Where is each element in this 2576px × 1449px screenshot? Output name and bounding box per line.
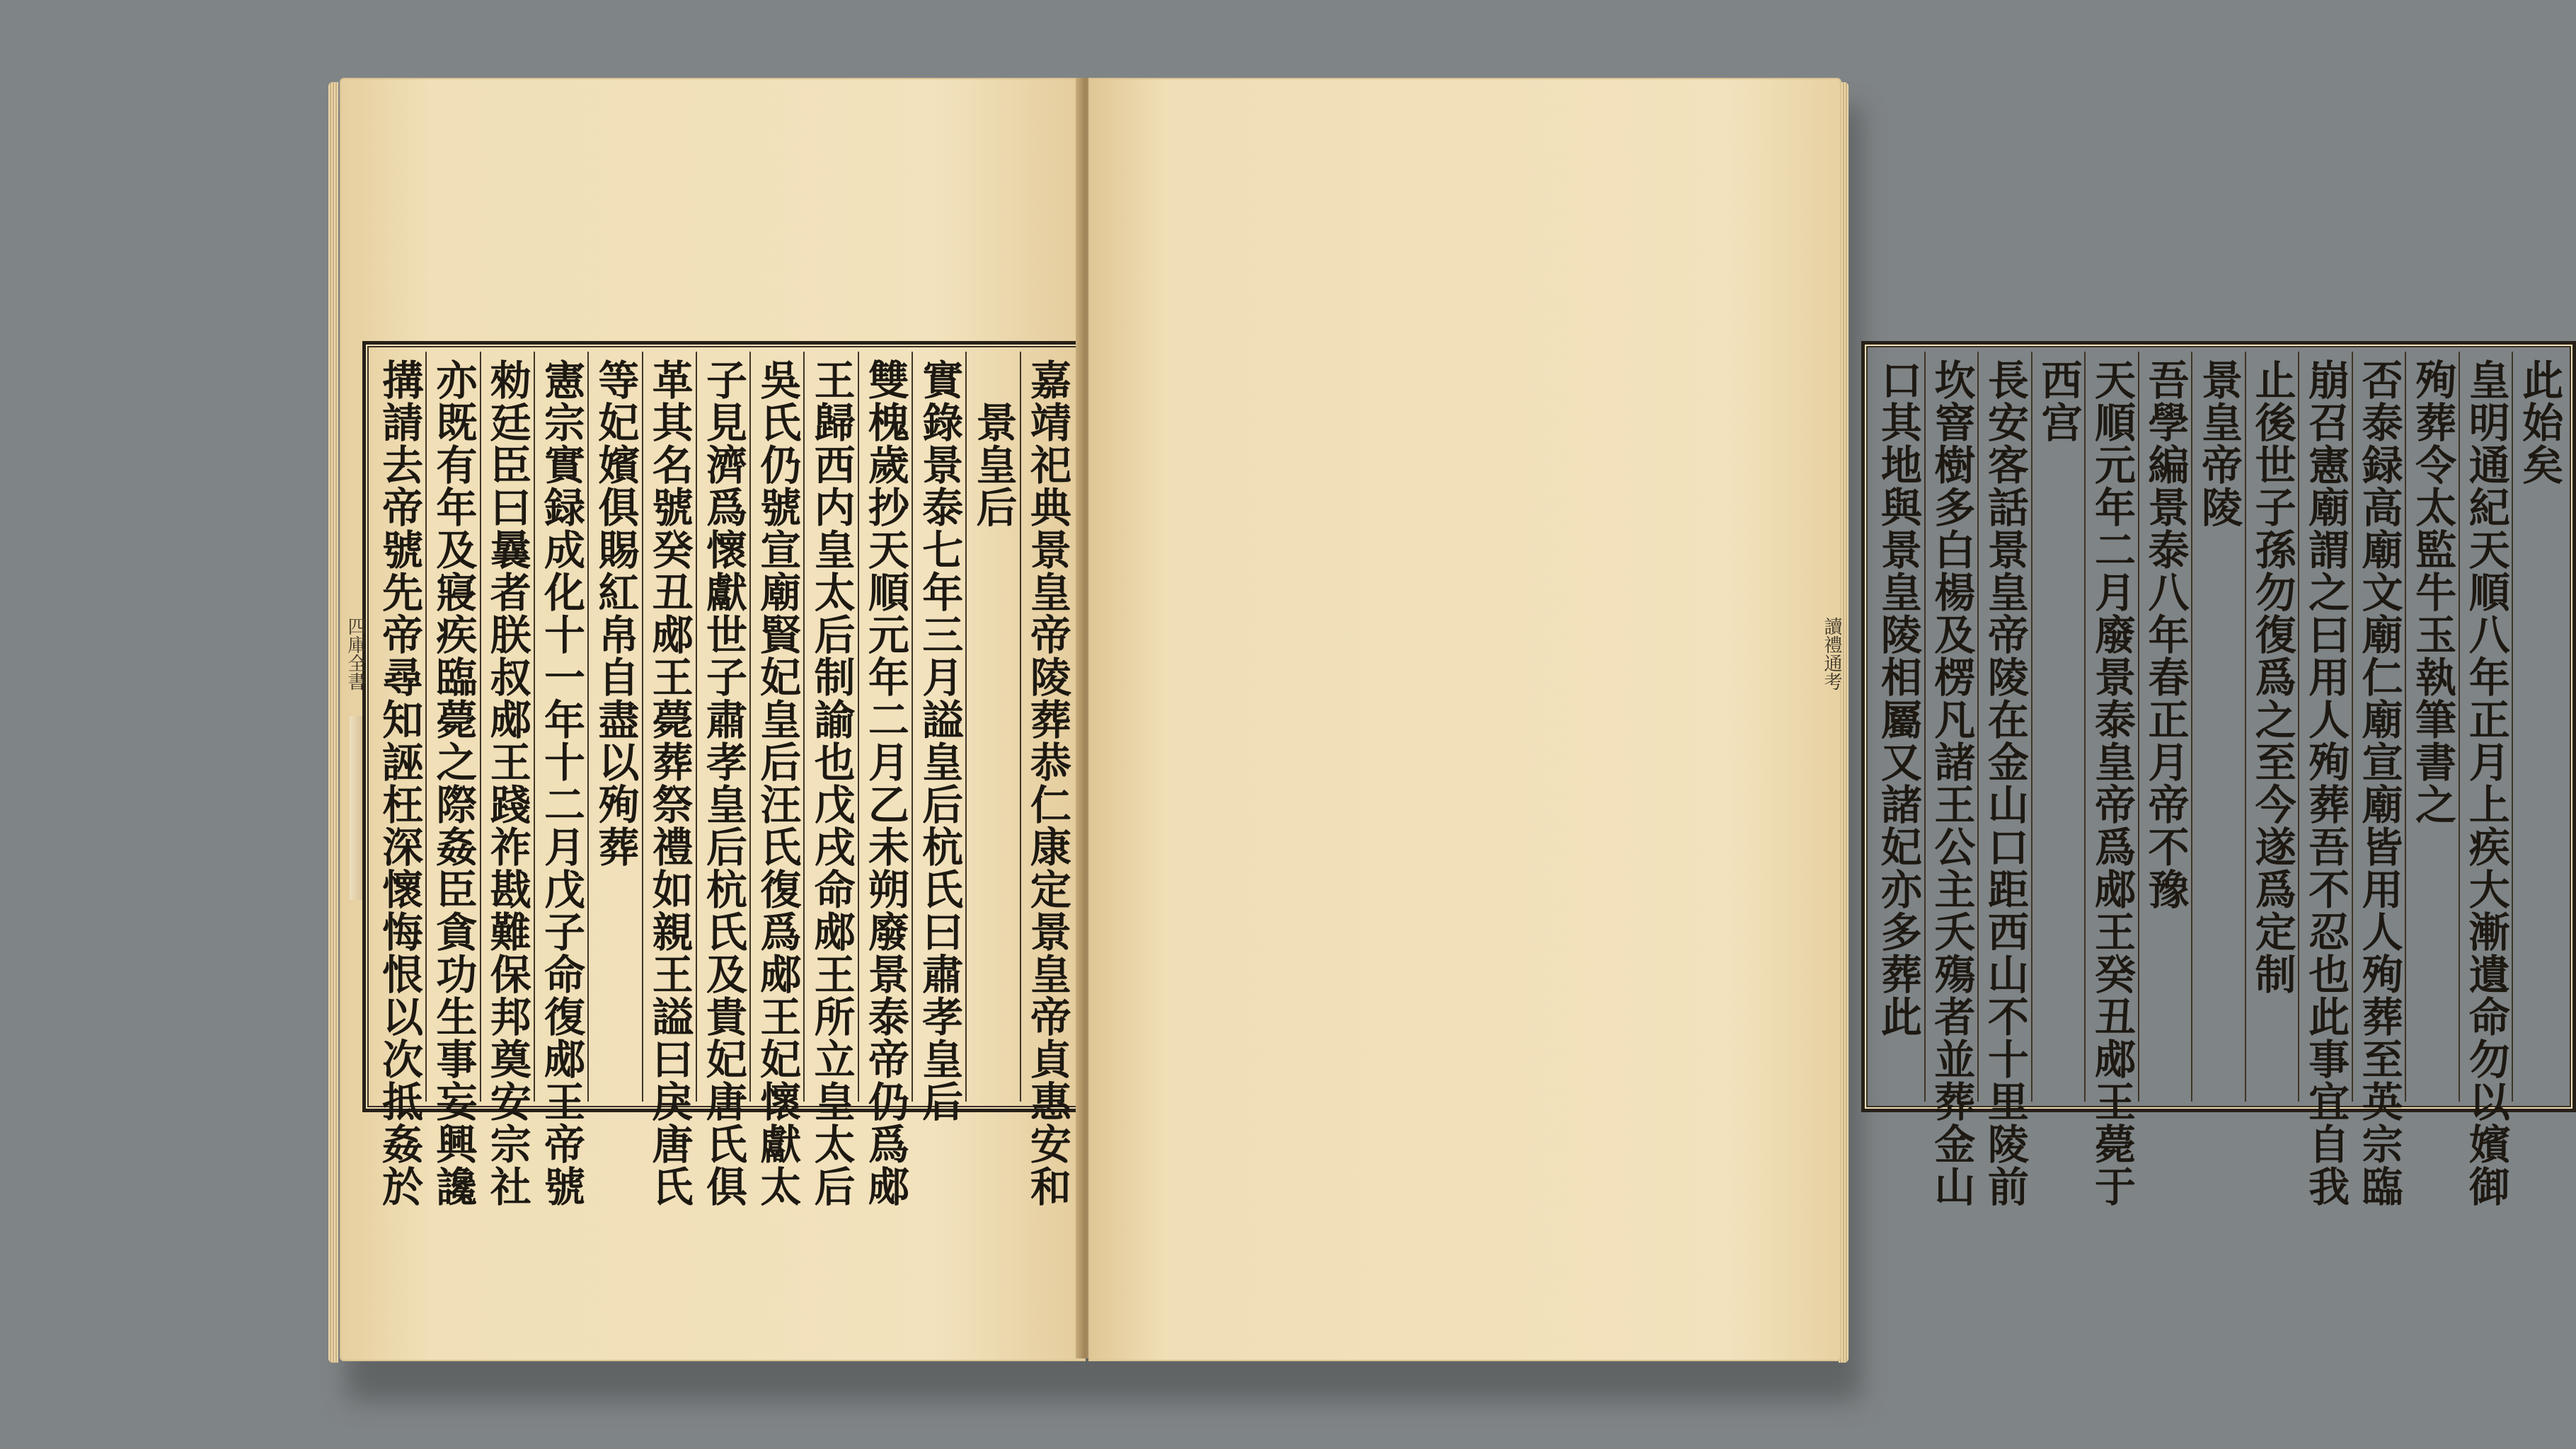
text-column	[425, 352, 479, 1208]
column-text: 革其名號癸丑郕王薨葬祭禮如親王謚曰戾唐氏	[645, 359, 694, 1208]
text-column	[749, 352, 803, 1208]
column-text: 王歸西内皇太后制諭也戊戌命郕王所立皇太后	[807, 359, 856, 1208]
page-edge-left	[328, 82, 338, 1363]
right-page	[1088, 78, 2564, 1361]
column-text: 嘉靖祀典景皇帝陵葬恭仁康定景皇帝貞惠安和	[1023, 359, 1071, 1208]
text-column	[1020, 352, 1074, 1208]
column-text: 等妃嬪俱賜紅帛自盡以殉葬	[591, 359, 640, 868]
text-column	[803, 352, 857, 1208]
left-text-frame	[362, 341, 1084, 1208]
text-column	[2245, 352, 2299, 1102]
text-column	[2512, 352, 2565, 1102]
text-column	[2459, 352, 2512, 1208]
column-text: 雙槐歲抄天順元年二月乙未朔廢景泰帝仍爲郕	[861, 359, 909, 1208]
right-text-frame	[1861, 341, 2576, 1208]
text-column	[2031, 352, 2085, 1102]
binding-tab	[350, 716, 362, 900]
column-text: 吾學編景泰八年春正月帝不豫	[2141, 359, 2190, 911]
column-text: 此始矣	[2515, 359, 2564, 486]
column-text: 西宫	[2034, 359, 2083, 444]
right-columns	[1872, 352, 2565, 1208]
left-page	[340, 78, 1086, 1361]
text-column	[2298, 352, 2352, 1208]
column-text: 天順元年二月廢景泰皇帝爲郕王癸丑郕王薨于	[2087, 359, 2136, 1208]
text-column	[534, 352, 587, 1208]
open-book	[333, 78, 2564, 1387]
text-column	[2084, 352, 2138, 1208]
text-column	[858, 352, 912, 1208]
column-text: 搆請去帝號先帝尋知誣枉深懷悔恨以次抵姦於	[375, 359, 424, 1208]
text-column	[480, 352, 534, 1208]
text-column	[1924, 352, 1978, 1208]
text-column	[1872, 352, 1924, 1102]
column-text: 長安客話景皇帝陵在金山口距西山不十里陵前	[1980, 359, 2029, 1208]
column-text: 崩召憲廟謂之曰用人殉葬吾不忍也此事宜自我	[2301, 359, 2350, 1208]
column-text: 子見濟爲懷獻世子肅孝皇后杭氏及貴妃唐氏俱	[698, 359, 747, 1208]
text-column	[965, 352, 1019, 1102]
right-margin-note: 讀禮通考	[1821, 617, 1842, 691]
text-column	[2405, 352, 2459, 1102]
column-text: 勑廷臣曰曩者朕叔郕王踐祚戡難保邦奠安宗社	[483, 359, 531, 1208]
text-column	[1977, 352, 2031, 1208]
text-column	[642, 352, 696, 1208]
text-column	[2352, 352, 2405, 1208]
column-text: 坎窨樹多白楊及楞凡諸王公主夭殤者並葬金山	[1927, 359, 1976, 1208]
text-column	[696, 352, 749, 1208]
left-columns	[373, 352, 1074, 1208]
column-text: 殉葬令太監牛玉執筆書之	[2408, 359, 2457, 826]
column-text: 憲宗實録成化十一年十二月戊子命復郕王帝號	[537, 359, 586, 1208]
column-text: 景皇帝陵	[2195, 359, 2243, 529]
column-text: 亦既有年及寢疾臨薨之際姦臣貪功生事妄興讒	[429, 359, 478, 1208]
column-text: 景皇后	[969, 401, 1018, 529]
text-column	[373, 352, 425, 1208]
text-column	[2138, 352, 2192, 1102]
column-text: 口其地與景皇陵相屬又諸妃亦多葬此	[1873, 359, 1922, 1038]
text-column	[587, 352, 641, 1102]
column-text: 否泰録高廟文廟仁廟宣廟皆用人殉葬至英宗臨	[2354, 359, 2403, 1208]
column-text: 皇明通紀天順八年正月上疾大漸遺命勿以嬪御	[2461, 359, 2510, 1208]
column-text: 實錄景泰七年三月謚皇后杭氏曰肅孝皇后	[915, 359, 964, 1123]
left-margin-note: 四庫全書	[345, 617, 366, 691]
column-text: 止後世子孫勿復爲之至今遂爲定制	[2248, 359, 2296, 995]
column-text: 吳氏仍號宣廟賢妃皇后汪氏復爲郕王妃懷獻太	[753, 359, 802, 1208]
text-column	[2191, 352, 2245, 1102]
text-column	[912, 352, 965, 1123]
